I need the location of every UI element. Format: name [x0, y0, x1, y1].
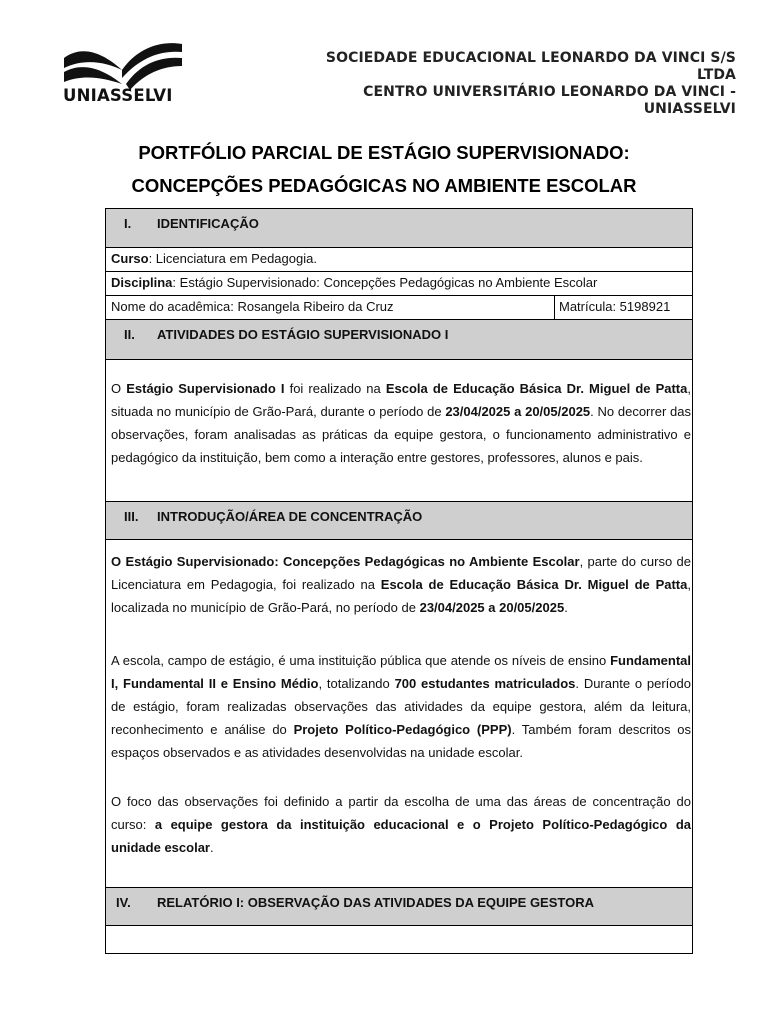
- text-run-bold: Estágio Supervisionado I: [126, 381, 285, 396]
- section-header-atividades: [106, 319, 692, 359]
- text-run: , situada no município de Grão-Pará, durante o período de: [111, 381, 691, 419]
- curso-value: : Licenciatura em Pedagogia.: [148, 251, 317, 266]
- disciplina-row: [106, 271, 692, 295]
- text-run: , totalizando: [318, 676, 395, 691]
- curso-label: Curso: [111, 251, 149, 266]
- disciplina-value: : Estágio Supervisionado: Concepções Pedagógicas no Ambiente Escolar: [172, 275, 598, 290]
- institution-header: [286, 50, 736, 118]
- text-run: .: [564, 600, 568, 615]
- text-run: , localizada no município de Grão-Pará, no período de: [111, 577, 691, 615]
- portfolio-table: [105, 208, 693, 954]
- document-title-line-2: CONCEPÇÕES PEDAGÓGICAS NO AMBIENTE ESCOLAR: [131, 175, 637, 196]
- disciplina-label: Disciplina: [111, 275, 173, 290]
- section-body-introducao: [106, 539, 692, 887]
- section-number: II.: [124, 327, 135, 342]
- text-run-bold: 23/04/2025 a 20/05/2025: [419, 600, 565, 615]
- curso-cell: [111, 251, 317, 266]
- academic-row: [106, 295, 692, 319]
- text-run-bold: 23/04/2025 a 20/05/2025: [445, 404, 591, 419]
- section-header-identificacao: [106, 209, 692, 247]
- text-run: . No decorrer das observações, foram analisadas as práticas da equipe gestora, o funcionamento administrativo e pedagógico da instituição, bem como a interação entre gestores, professores, alunos e pais.: [111, 404, 691, 465]
- text-run-bold: Fundamental I, Fundamental II e Ensino Médio: [111, 653, 691, 691]
- matricula: Matrícula: 5198921: [559, 299, 671, 314]
- atividades-paragraph: [111, 377, 691, 469]
- text-run: A escola, campo de estágio, é uma instituição pública que atende os níveis de ensino: [111, 653, 611, 668]
- text-run-bold: Escola de Educação Básica Dr. Miguel de Patta: [380, 577, 688, 592]
- section-title: RELATÓRIO I: OBSERVAÇÃO DAS ATIVIDADES DA EQUIPE GESTORA: [157, 895, 594, 910]
- section-title: INTRODUÇÃO/ÁREA DE CONCENTRAÇÃO: [157, 509, 423, 524]
- section-number: IV.: [116, 895, 131, 910]
- text-run: .: [209, 840, 214, 855]
- introducao-paragraph-2: [111, 649, 691, 764]
- text-run-bold: a equipe gestora da instituição educacional e o Projeto Político-Pedagógico da unidade escolar: [111, 817, 691, 855]
- introducao-paragraph-3: [111, 790, 691, 859]
- section-title: IDENTIFICAÇÃO: [157, 216, 259, 231]
- disciplina-cell: [111, 275, 597, 290]
- text-run-bold: Projeto Político-Pedagógico (PPP): [293, 722, 512, 737]
- section-number: I.: [124, 216, 132, 231]
- section-body-relatorio: [106, 925, 692, 953]
- introducao-paragraph-1: [111, 550, 691, 619]
- curso-row: [106, 247, 692, 271]
- section-body-atividades: [106, 359, 692, 501]
- text-run-bold: 700 estudantes matriculados: [394, 676, 576, 691]
- section-header-introducao: [106, 501, 692, 539]
- logo-wordmark: UNIASSELVI: [63, 86, 173, 105]
- institution-line-2: CENTRO UNIVERSITÁRIO LEONARDO DA VINCI - UNIASSELVI: [363, 84, 736, 117]
- text-run: foi realizado na: [284, 381, 386, 396]
- text-run-bold: O Estágio Supervisionado: Concepções Pedagógicas no Ambiente Escolar: [111, 554, 580, 569]
- document-title-line-1: PORTFÓLIO PARCIAL DE ESTÁGIO SUPERVISIONADO:: [138, 142, 630, 163]
- text-run: O foco das observações foi definido a partir da escolha de uma das áreas de concentração do curso:: [111, 794, 691, 832]
- section-number: III.: [124, 509, 139, 524]
- text-run: . Durante o período de estágio, foram realizadas observações das atividades da equipe gestora, além da leitura, reconhecimento e análise do: [111, 676, 691, 737]
- cell-divider: [554, 296, 555, 319]
- text-run: O: [111, 381, 127, 396]
- text-run: , parte do curso de Licenciatura em Pedagogia, foi realizado na: [111, 554, 691, 592]
- section-header-relatorio: [106, 887, 692, 925]
- institution-line-1: SOCIEDADE EDUCACIONAL LEONARDO DA VINCI S/S LTDA: [325, 50, 736, 83]
- academic-name: Nome do acadêmica: Rosangela Ribeiro da Cruz: [111, 299, 394, 314]
- text-run: . Também foram descritos os espaços observados e as atividades desenvolvidas na unidade escolar.: [111, 722, 691, 760]
- text-run-bold: Escola de Educação Básica Dr. Miguel de Patta: [385, 381, 688, 396]
- section-title: ATIVIDADES DO ESTÁGIO SUPERVISIONADO I: [157, 327, 449, 342]
